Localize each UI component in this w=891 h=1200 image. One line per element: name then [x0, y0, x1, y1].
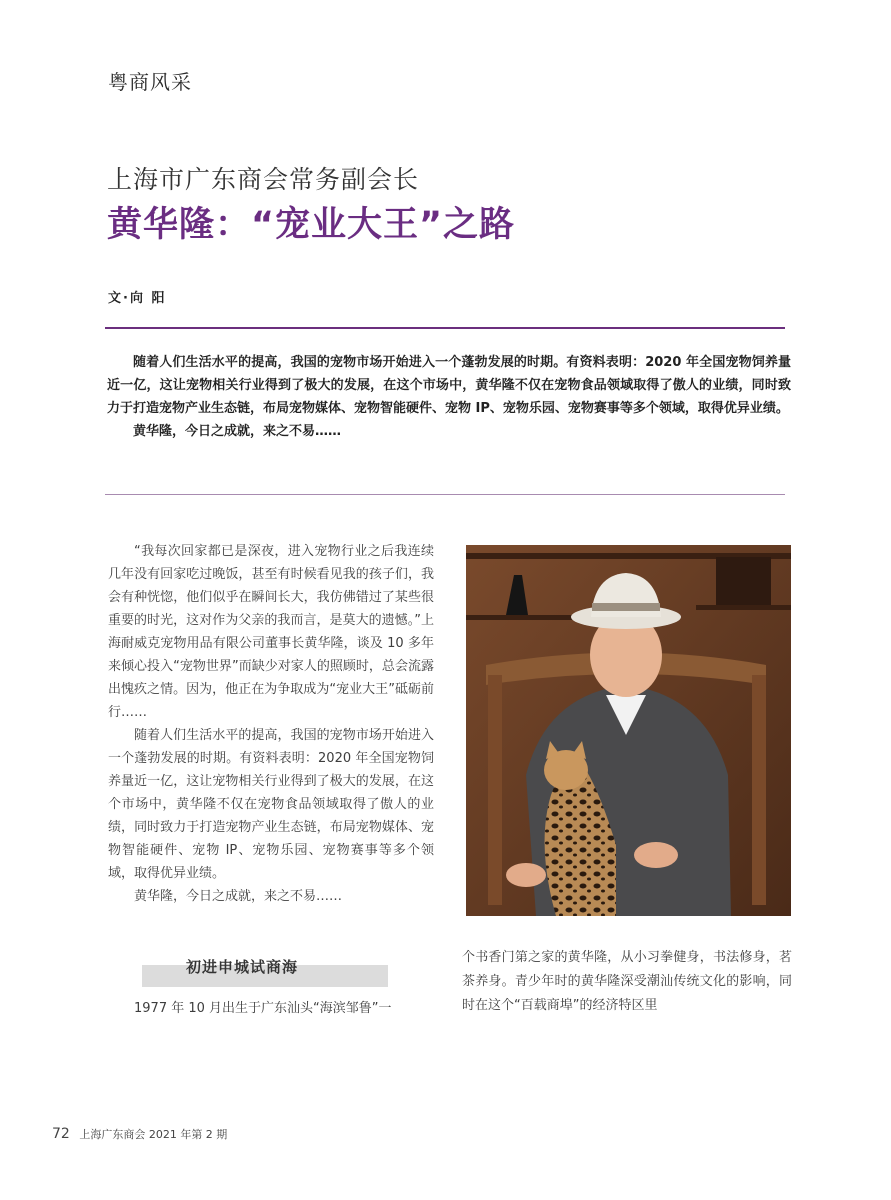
body-column-left-continued: [108, 997, 434, 1020]
body-paragraph: 个书香门第之家的黄华隆，从小习拳健身，书法修身，茗茶养身。青少年时的黄华隆深受潮汕传统文化的影响，同时在这个“百载商埠”的经济特区里: [462, 950, 792, 1013]
page-footer: [52, 1126, 227, 1142]
lead-text-1: 随着人们生活水平的提高，我国的宠物市场开始进入一个蓬勃发展的时期。有资料表明：2020 年全国宠物饲养量近一亿，这让宠物相关行业得到了极大的发展，在这个市场中，黄华隆不仅在宠物食品领域取得了傲人的业绩，同时致力于打造宠物产业生态链，布局宠物媒体、宠物智能硬件、宠物 IP、宠物乐园、宠物赛事等多个领域，取得优异业绩。: [107, 355, 791, 416]
lead-paragraph: [107, 351, 791, 443]
portrait-photo: [466, 545, 791, 916]
body-paragraph: 随着人们生活水平的提高，我国的宠物市场开始进入一个蓬勃发展的时期。有资料表明：2020 年全国宠物饲养量近一亿，这让宠物相关行业得到了极大的发展，在这个市场中，黄华隆不仅在宠物食品领域取得了傲人的业绩，同时致力于打造宠物产业生态链，布局宠物媒体、宠物智能硬件、宠物 IP、宠物乐园、宠物赛事等多个领域，取得优异业绩。: [108, 728, 434, 881]
body-column-right: [462, 946, 792, 1018]
page-number: 72: [52, 1126, 70, 1142]
section-label: 粤商风采: [108, 70, 192, 94]
body-column-left: [108, 540, 434, 908]
body-paragraph: 黄华隆，今日之成就，来之不易……: [134, 889, 343, 904]
article-subtitle: 上海市广东商会常务副会长: [107, 165, 420, 194]
body-paragraph: 1977 年 10 月出生于广东汕头“海滨邹鲁”一: [134, 1001, 392, 1016]
lead-text-2: 黄华隆，今日之成就，来之不易……: [133, 424, 342, 439]
section-heading: 初进申城试商海: [185, 958, 298, 976]
body-paragraph: “我每次回家都已是深夜，进入宠物行业之后我连续几年没有回家吃过晚饭，甚至有时候看见我的孩子们，我会有种恍惚，他们似乎在瞬间长大，我仿佛错过了某些很重要的时光，这对作为父亲的我而言，是莫大的遗憾。”上海耐威克宠物用品有限公司董事长黄华隆，谈及 10 多年来倾心投入“宠物世界”而缺少对家人的照顾时，总会流露出愧疚之情。因为，他正在为争取成为“宠业大王”砥砺前行……: [108, 544, 434, 720]
portrait-illustration: [466, 545, 791, 916]
publication-name: 上海广东商会 2021 年第 2 期: [79, 1128, 228, 1141]
article-title: 黄华隆：“宠业大王”之路: [107, 205, 516, 245]
divider-top: [105, 327, 785, 329]
divider-bottom: [105, 494, 785, 495]
byline: 文·向 阳: [108, 291, 167, 306]
